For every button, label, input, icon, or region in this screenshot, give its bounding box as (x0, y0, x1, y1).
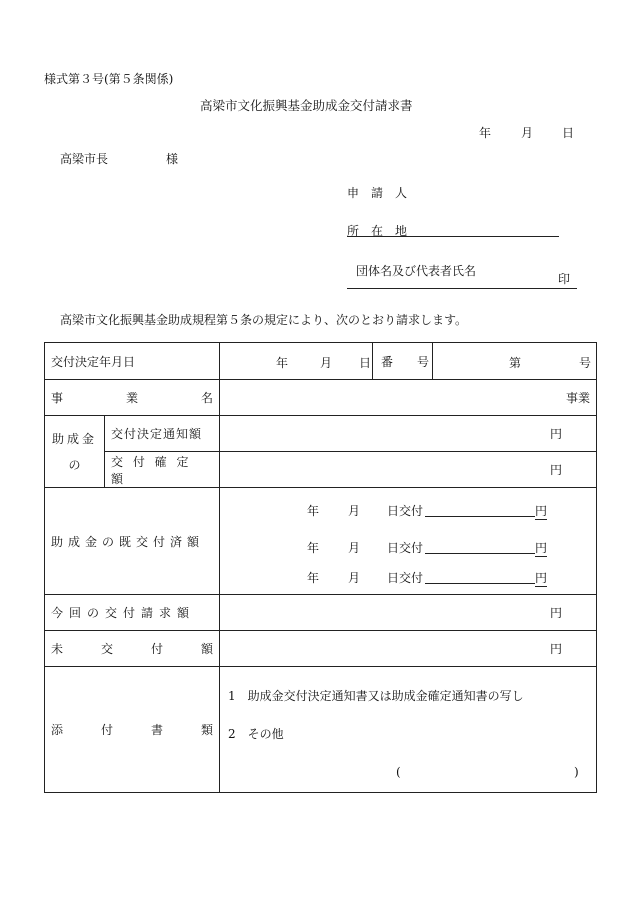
row-request-amount (45, 595, 597, 631)
form-number: 様式第３号(第５条関係) (44, 72, 174, 86)
unpaid-label: 未 交 付 額 (45, 631, 220, 667)
number-label: 番 号 (373, 343, 433, 379)
row-project-name (45, 380, 597, 416)
already-paid-entries[interactable]: 年 月 日交付 円 年 月 日交付 円 年 月 日交付 円 (220, 488, 597, 595)
request-amount-label: 今回の交付請求額 (45, 595, 220, 631)
document-title: 高梁市文化振興基金助成金交付請求書 (200, 98, 413, 113)
decision-day: 日 (359, 356, 372, 370)
project-name-field[interactable] (220, 380, 597, 416)
grant-no: の (68, 457, 81, 472)
addressee: 高梁市長 (60, 152, 109, 166)
project-label: 事 業 名 (45, 380, 220, 416)
yen-unit: 円 (550, 463, 563, 477)
intro-text: 高梁市文化振興基金助成規程第５条の規定により、次のとおり請求します。 (60, 313, 468, 327)
decision-month: 月 (320, 356, 333, 370)
decision-date-cell[interactable] (220, 343, 373, 380)
paid-amount-underline[interactable] (425, 583, 535, 584)
request-form-table (44, 342, 597, 793)
attachments-field[interactable] (220, 667, 597, 793)
row-unpaid-amount (45, 631, 597, 667)
row-attachments (45, 667, 597, 793)
yen-unit: 円 (550, 606, 563, 620)
address-underline[interactable] (347, 236, 559, 237)
confirmed-amount-label: 交 付 確 定 額 (105, 452, 220, 488)
decision-year: 年 (276, 356, 289, 370)
already-paid-label: 助成金の既交付済額 (45, 488, 220, 595)
paid-amount-underline[interactable] (425, 516, 535, 517)
request-amount-field[interactable] (220, 595, 597, 631)
attachments-label: 添 付 書 類 (45, 667, 220, 793)
attachment-item-2: 2 その他 (228, 727, 284, 741)
number-prefix: 第 (509, 356, 522, 370)
date-day: 日 (562, 126, 575, 140)
honorific: 様 (166, 152, 179, 166)
yen-unit: 円 (550, 427, 563, 441)
yen-unit: 円 (550, 642, 563, 656)
row-notice-amount (45, 416, 597, 452)
name-underline[interactable] (347, 288, 577, 289)
number-cell (373, 343, 597, 380)
number-suffix: 号 (579, 356, 592, 370)
date-month: 月 (521, 126, 534, 140)
unpaid-amount-field[interactable] (220, 631, 597, 667)
applicant-label: 申 請 人 (347, 186, 408, 200)
grant-label: 助成金 (51, 431, 97, 446)
notice-amount-field[interactable] (220, 416, 597, 452)
address-label: 所 在 地 (347, 224, 408, 238)
other-close-paren: ) (574, 765, 579, 779)
row-confirmed-amount (45, 452, 597, 488)
decision-date-label: 交付決定年月日 (45, 343, 220, 380)
attachment-item-1: 1 助成金交付決定通知書又は助成金確定通知書の写し (228, 689, 524, 703)
seal-mark: 印 (558, 272, 571, 286)
other-open-paren: ( (396, 765, 401, 779)
number-value[interactable] (433, 343, 596, 379)
notice-amount-label: 交付決定通知額 (105, 416, 220, 452)
name-label: 団体名及び代表者氏名 (356, 264, 477, 278)
confirmed-amount-field[interactable] (220, 452, 597, 488)
grant-label-cell (45, 416, 105, 488)
project-suffix: 事業 (566, 391, 591, 405)
date-year: 年 (479, 126, 492, 140)
paid-amount-underline[interactable] (425, 553, 535, 554)
row-decision-date (45, 343, 597, 380)
row-already-paid (45, 488, 597, 595)
